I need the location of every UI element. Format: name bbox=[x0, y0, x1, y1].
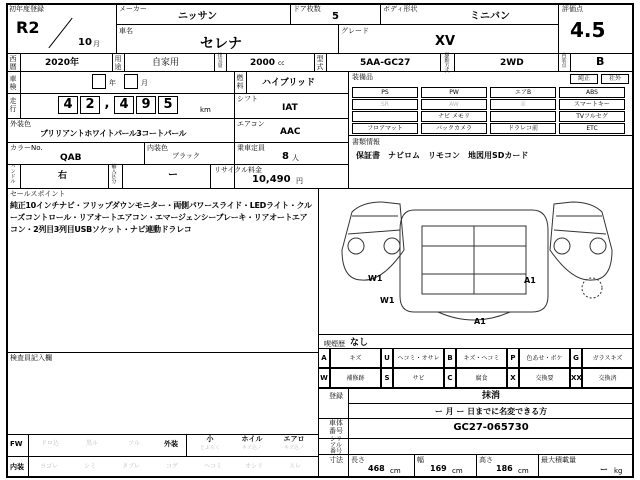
length: 468 bbox=[368, 464, 385, 473]
outer-item-sub: キズ込ノ bbox=[242, 445, 262, 451]
displacement: 2000 bbox=[250, 58, 276, 68]
code-desc-cell: キズ bbox=[330, 348, 381, 368]
length-label: 長さ bbox=[351, 456, 365, 464]
maker: ニッサン bbox=[178, 11, 218, 22]
equipment-option: SR bbox=[352, 99, 418, 110]
exterior-color-label: 外装色 bbox=[10, 120, 31, 128]
car-name: セレナ bbox=[200, 36, 242, 52]
exterior-color: ブリリアントホワイトパール3コートパール bbox=[40, 129, 187, 138]
interior-color: ブラック bbox=[172, 152, 200, 160]
maker-label: メーカー bbox=[119, 5, 147, 13]
docs: 保証書 ナビロム リモコン 地図用SDカード bbox=[356, 151, 529, 160]
interior-score-label: 内装点 bbox=[561, 53, 567, 69]
fw-item: ドロ込 bbox=[40, 440, 59, 447]
equipment-option: PW bbox=[421, 87, 487, 98]
code-desc-cell: キズ・ヘコミ bbox=[456, 348, 507, 368]
recycle-yen: 円 bbox=[296, 177, 303, 185]
equipment-option: ドラレコ前 bbox=[490, 123, 556, 134]
equipment-option: フロアマット bbox=[352, 123, 418, 134]
car-name-label: 車名 bbox=[119, 27, 133, 35]
outer-item: 小 bbox=[206, 435, 214, 443]
load-label: 最大積載量 bbox=[541, 456, 576, 464]
fw-label: FW bbox=[10, 440, 23, 448]
model-year: 2020年 bbox=[45, 58, 80, 68]
equipment-label: 装備品 bbox=[352, 73, 373, 81]
registration-note: ー 月 ー 日までに名変できる方 bbox=[434, 407, 548, 416]
grade-label: グレード bbox=[341, 27, 369, 35]
inspection-month-box bbox=[124, 74, 138, 89]
first-reg-month-unit: 月 bbox=[93, 40, 100, 48]
code-desc-cell: 交換済 bbox=[582, 368, 633, 388]
code-desc-cell: 補修跡 bbox=[330, 368, 381, 388]
outer-item: エアロ bbox=[283, 435, 305, 443]
first-reg-year: R2 bbox=[16, 18, 40, 37]
code-key-cell: A bbox=[318, 348, 330, 368]
handle: 右 bbox=[58, 171, 68, 181]
mileage-label: 走行 bbox=[9, 97, 17, 113]
purpose-label: 用途 bbox=[114, 55, 122, 71]
outer-item: ホイル bbox=[241, 435, 263, 443]
code-key-cell: XX bbox=[570, 368, 582, 388]
equipment-option: ETC bbox=[559, 123, 625, 134]
code-desc-cell: 腐食 bbox=[456, 368, 507, 388]
capacity: 8 bbox=[282, 151, 289, 162]
doors-label: ドア枚数 bbox=[293, 5, 321, 13]
drive: 2WD bbox=[500, 58, 524, 68]
outer-item-sub: とぶらく bbox=[199, 445, 220, 451]
equipment-option: ナビ メモリ bbox=[421, 111, 487, 122]
load-unit: kg bbox=[614, 467, 623, 475]
interior-label: 内装 bbox=[10, 463, 24, 471]
equipment-option: TVフルセグ bbox=[559, 111, 625, 122]
capacity-label: 乗車定員 bbox=[237, 144, 265, 152]
height-unit: cm bbox=[518, 467, 529, 475]
width-unit: cm bbox=[452, 467, 463, 475]
first-reg-month: 10 bbox=[78, 37, 92, 48]
equipment-option: 革 bbox=[490, 99, 556, 110]
interior-item: スレ bbox=[288, 463, 301, 470]
odometer bbox=[58, 96, 180, 114]
capacity-unit: 人 bbox=[292, 154, 299, 162]
smoke-label: 喫煙歴 bbox=[324, 340, 345, 348]
import-label: 輸入区分 bbox=[111, 164, 117, 185]
inspection-year-unit: 年 bbox=[109, 79, 116, 87]
aftermarket-badge: 社外 bbox=[601, 74, 629, 84]
color-no: QAB bbox=[60, 153, 82, 163]
equipment-option: スマートキー bbox=[559, 99, 625, 110]
interior-item: ヨゴレ bbox=[39, 463, 58, 470]
equipment-option bbox=[490, 111, 556, 122]
interior-item: シミ bbox=[83, 463, 96, 470]
mileage-digit: , bbox=[104, 96, 110, 111]
registration-status: 抹消 bbox=[481, 391, 500, 401]
smoke: なし bbox=[350, 338, 369, 348]
inspection-month-unit: 月 bbox=[141, 79, 148, 87]
equipment-option: エアB bbox=[490, 87, 556, 98]
shift: IAT bbox=[282, 103, 298, 113]
inspection-year-box bbox=[92, 74, 106, 89]
interior-color-label: 内装色 bbox=[147, 144, 168, 152]
interior-item: タブレ bbox=[122, 463, 140, 470]
code-key-cell: P bbox=[507, 348, 519, 368]
sales-point-text: 純正10インチナビ・フリップダウンモニター・両側パワースライド・LEDライト・クルーズコントロール・リアオートエアコン・エマージェンシーブレーキ・リアオートエアコン・2列目3列目USBソケット・ナビ連動ドラレコ bbox=[10, 201, 312, 234]
mileage-digit: 4 bbox=[58, 96, 78, 114]
interior-item: オシリ bbox=[244, 463, 263, 470]
mileage-digit: 4 bbox=[114, 96, 134, 114]
width-label: 幅 bbox=[417, 456, 424, 464]
equipment-option: ABS bbox=[559, 87, 625, 98]
height-label: 高さ bbox=[479, 456, 493, 464]
model-year-label: 西暦 bbox=[9, 55, 17, 71]
size-label: 寸法 bbox=[329, 456, 343, 464]
overall-score: 4.5 bbox=[570, 18, 606, 42]
outer-label: 外装 bbox=[164, 440, 178, 448]
recycle-fee: 10,490 bbox=[252, 174, 291, 185]
width: 169 bbox=[430, 464, 447, 473]
code-desc-cell: サビ bbox=[393, 368, 444, 388]
cc-label: 排気量 bbox=[217, 53, 223, 69]
fw-item: 黒ル bbox=[85, 440, 98, 447]
code-key-cell: X bbox=[507, 368, 519, 388]
damage-mark-a1-b: A1 bbox=[474, 317, 486, 326]
damage-mark-w1-b: W1 bbox=[380, 296, 395, 305]
model-code-label: 型式 bbox=[316, 55, 324, 71]
docs-label: 書類情報 bbox=[352, 138, 380, 146]
serial-label: シリアル番号 bbox=[329, 436, 342, 455]
code-key-cell: B bbox=[444, 348, 456, 368]
code-key-cell: W bbox=[318, 368, 330, 388]
car-damage-diagram bbox=[322, 190, 632, 330]
code-desc-cell: 交換要 bbox=[519, 368, 570, 388]
body-type: ミニバン bbox=[470, 11, 510, 22]
height: 186 bbox=[496, 464, 513, 473]
mileage-unit: km bbox=[200, 106, 211, 114]
interior-item: ヘコミ bbox=[203, 463, 222, 470]
interior-score: B bbox=[596, 55, 605, 68]
sales-point-label: セールスポイント bbox=[10, 190, 66, 198]
fw-item: ツル bbox=[127, 440, 140, 447]
recycle-label: リサイクル料金 bbox=[214, 166, 263, 174]
code-key-cell: G bbox=[570, 348, 582, 368]
drive-label: 駆動方式 bbox=[444, 53, 450, 74]
equipment-option: AW bbox=[421, 99, 487, 110]
code-desc-cell: ガラスキズ bbox=[582, 348, 633, 368]
mileage-digit: 2 bbox=[80, 96, 100, 114]
import: ー bbox=[168, 170, 178, 181]
ac: AAC bbox=[280, 127, 301, 137]
purpose: 自家用 bbox=[152, 58, 180, 68]
body-label: ボディ形状 bbox=[383, 5, 418, 13]
mileage-digit: 5 bbox=[158, 96, 178, 114]
code-key-cell: S bbox=[381, 368, 393, 388]
ac-label: エアコン bbox=[237, 120, 265, 128]
pure-badge: 純正 bbox=[570, 74, 598, 84]
length-unit: cm bbox=[390, 467, 401, 475]
inspection-label: 車検 bbox=[9, 75, 17, 91]
code-key-cell: U bbox=[381, 348, 393, 368]
code-desc-cell: 色あせ・ボケ bbox=[519, 348, 570, 368]
equipment-option bbox=[352, 111, 418, 122]
damage-mark-w1-a: W1 bbox=[368, 274, 383, 283]
equipment-option: バックカメラ bbox=[421, 123, 487, 134]
fuel: ハイブリッド bbox=[262, 78, 316, 88]
shift-label: シフト bbox=[237, 95, 258, 103]
chassis-number: GC27-065730 bbox=[453, 422, 529, 433]
mileage-digit: 9 bbox=[136, 96, 156, 114]
grade: XV bbox=[435, 34, 456, 49]
equipment-option: PS bbox=[352, 87, 418, 98]
model-code: 5AA-GC27 bbox=[360, 58, 411, 68]
first-reg-label: 初年度登録 bbox=[9, 5, 44, 13]
inspector-label: 検査員記入欄 bbox=[10, 354, 52, 362]
chassis-label: 車体番号 bbox=[329, 419, 343, 435]
damage-mark-a1-a: A1 bbox=[524, 276, 536, 285]
color-no-label: カラーNo. bbox=[10, 144, 43, 152]
outer-item-sub: キズ込ノ bbox=[284, 445, 304, 451]
code-key-cell: C bbox=[444, 368, 456, 388]
interior-item: コゲ bbox=[165, 463, 178, 470]
registration-label: 登録 bbox=[329, 392, 343, 400]
fuel-label: 燃料 bbox=[236, 74, 244, 90]
handle-label: ハンドル bbox=[10, 164, 16, 185]
cc-unit: cc bbox=[278, 60, 285, 67]
code-desc-cell: ヘコミ・オサレ bbox=[393, 348, 444, 368]
load: ー bbox=[600, 465, 608, 474]
score-label: 評価点 bbox=[562, 5, 583, 13]
doors: 5 bbox=[332, 11, 339, 22]
